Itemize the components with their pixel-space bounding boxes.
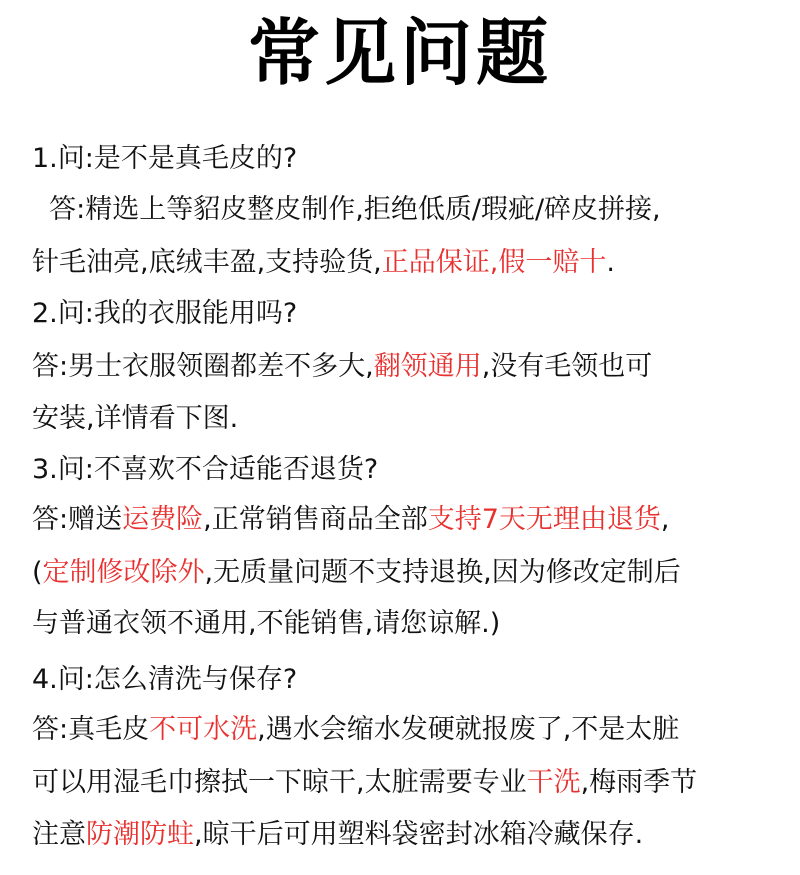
answer-text: 针毛油亮,底绒丰盈,支持验货, [32,247,382,278]
answer-text: ( [32,557,43,588]
faq-answer-4-line-1 [32,713,679,747]
highlight-text: 定制修改除外 [42,557,205,588]
highlight-text: 干洗 [526,767,581,798]
faq-answer-2-line-1 [32,350,652,384]
answer-text: 答:真毛皮 [32,714,150,745]
faq-answer-2-line-2: 安装,详情看下图. [32,403,239,434]
faq-answer-3-line-1 [32,503,669,537]
highlight-text: 正品保证,假一赔十 [381,247,607,278]
faq-question-2: 2.问:我的衣服能用吗? [32,298,298,329]
answer-text: ,没有毛领也可 [481,351,653,382]
answer-text: ,正常销售商品全部 [203,504,428,535]
answer-text: 答:赠送 [32,504,123,535]
answer-text: 答:男士衣服领圈都差不多大, [32,351,374,382]
answer-text: ,遇水会缩水发硬就报废了,不是太脏 [257,714,680,745]
faq-question-3: 3.问:不喜欢不合适能否退货? [32,454,379,485]
page-title: 常见问题 [247,11,552,95]
highlight-text: 翻领通用 [373,351,482,382]
highlight-text: 支持7天无理由退货 [427,504,661,535]
faq-answer-1-line-2 [32,246,615,280]
answer-text: ,梅雨季节 [580,767,698,798]
faq-answer-4-line-2 [32,766,697,800]
answer-text: ,无质量问题不支持退换,因为修改定制后 [204,557,681,588]
faq-question-1: 1.问:是不是真毛皮的? [32,143,298,174]
answer-text: , [660,504,670,535]
faq-question-4: 4.问:怎么清洗与保存? [32,664,298,695]
answer-text: . [606,247,615,278]
highlight-text: 不可水洗 [149,714,258,745]
highlight-text: 防潮防蛀 [86,819,194,850]
highlight-text: 运费险 [122,504,204,535]
faq-answer-3-line-3: 与普通衣领不通用,不能销售,请您谅解.) [32,608,501,639]
answer-text: ,晾干后可用塑料袋密封冰箱冷藏保存. [194,819,644,850]
answer-text: 注意 [32,819,86,850]
faq-answer-1-line-1: 答:精选上等貂皮整皮制作,拒绝低质/瑕疵/碎皮拼接, [32,194,661,225]
faq-answer-4-line-3 [32,818,643,852]
answer-text: 可以用湿毛巾擦拭一下晾干,太脏需要专业 [32,767,527,798]
faq-answer-3-line-2 [32,556,681,590]
